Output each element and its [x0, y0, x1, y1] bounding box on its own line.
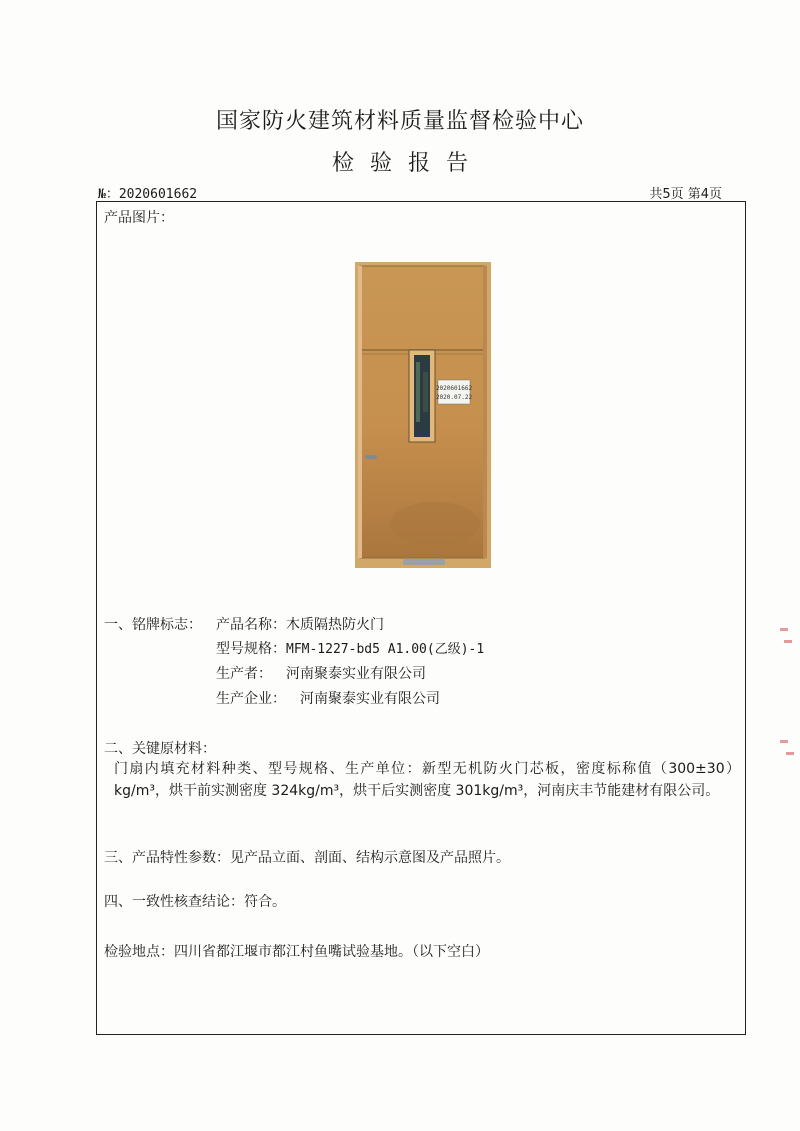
producer-label: 生产者：: [216, 666, 272, 682]
materials-body: 门扇内填充材料种类、型号规格、生产单位：新型无机防火门芯板，密度标称值（300±30）kg/m³，烘干前实测密度 324kg/m³，烘干后实测密度 301kg/m³，河南庆丰节能建材有限公司。: [114, 761, 740, 799]
seal-edge-mark: [780, 740, 788, 743]
characteristics-line: 三、产品特性参数：见产品立面、剖面、结构示意图及产品照片。: [104, 850, 510, 866]
sticker-text-2: 2020.07.22: [435, 394, 473, 401]
fire-door-image: [355, 262, 491, 568]
manufacturer-label: 生产企业：: [216, 691, 286, 707]
sticker-text-1: 2020601662: [435, 385, 473, 392]
product-photo: [355, 262, 491, 568]
doc-title: 检验报告: [331, 151, 484, 176]
seal-edge-mark: [780, 628, 788, 631]
model-value: MFM-1227-bd5 A1.00(乙级)-1: [286, 642, 485, 657]
photo-label: 产品图片：: [104, 210, 174, 226]
report-number: №：2020601662: [98, 187, 198, 202]
seal-edge-mark: [784, 640, 792, 643]
seal-edge-mark: [786, 752, 794, 755]
model-label: 型号规格：: [216, 641, 286, 657]
nameplate-heading: 一、铭牌标志：: [104, 617, 202, 633]
conformity-line: 四、一致性核查结论：符合。: [104, 894, 286, 910]
product-name-label: 产品名称：: [216, 617, 286, 633]
materials-heading: 二、关键原材料：: [104, 741, 216, 757]
producer-value: 河南聚泰实业有限公司: [286, 666, 426, 682]
product-name-value: 木质隔热防火门: [286, 617, 384, 633]
page-info: 共5页 第4页: [649, 187, 722, 202]
location-line: 检验地点：四川省都江堰市都江村鱼嘴试验基地。（以下空白）: [104, 944, 489, 960]
org-title: 国家防火建筑材料质量监督检验中心: [215, 109, 584, 134]
manufacturer-value: 河南聚泰实业有限公司: [300, 691, 440, 707]
